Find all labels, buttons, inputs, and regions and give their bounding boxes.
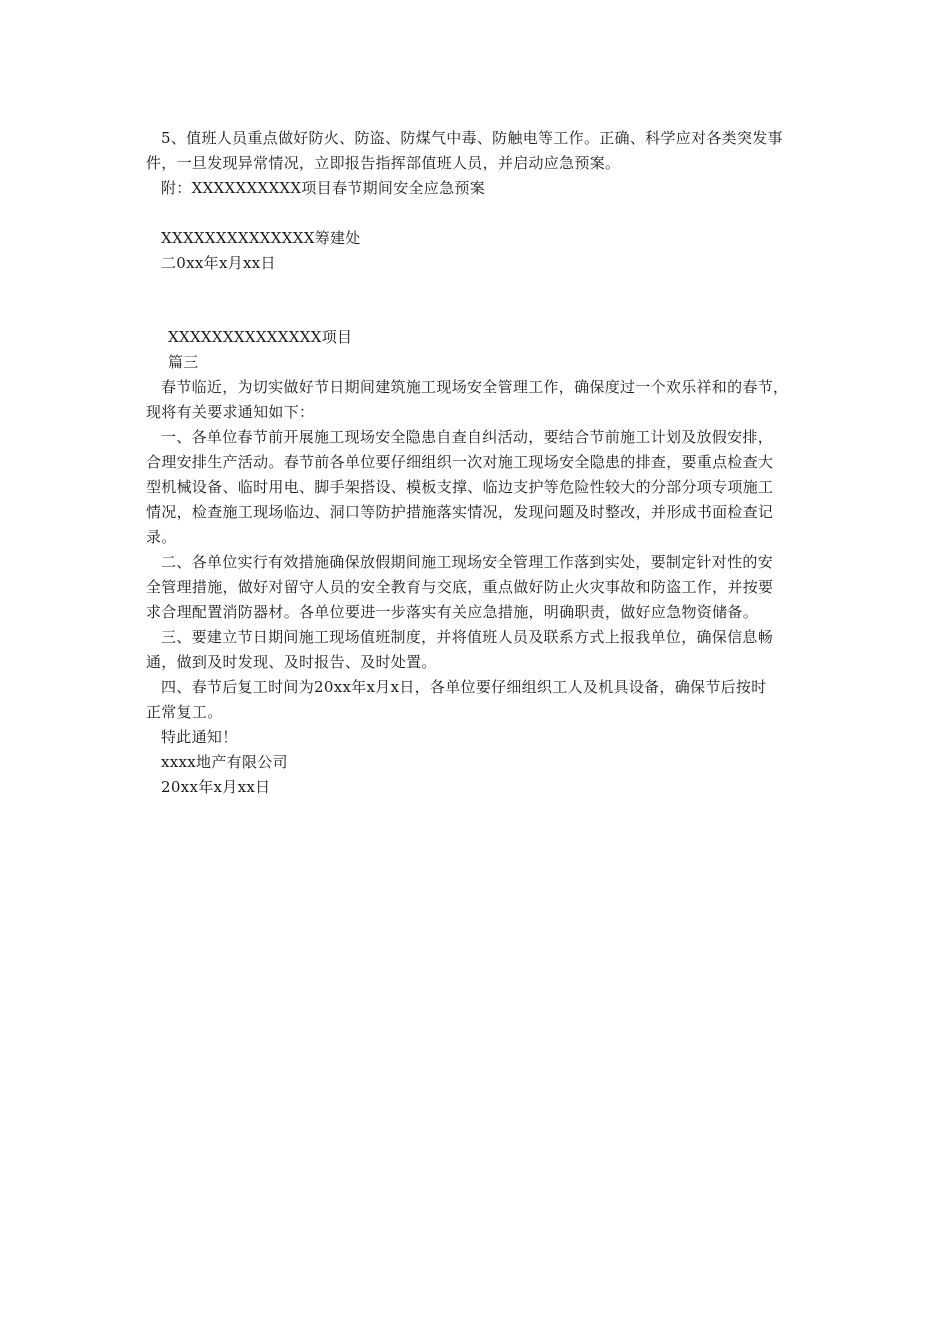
attachment-line: 附：XXXXXXXXXX项目春节期间安全应急预案 bbox=[161, 179, 485, 197]
closing-line: 特此通知！ bbox=[161, 728, 238, 746]
closing-date: 20xx年x月xx日 bbox=[161, 778, 271, 796]
project-heading: XXXXXXXXXXXXXX项目 bbox=[168, 328, 353, 346]
text-line: 二、各单位实行有效措施确保放假期间施工现场安全管理工作落到实处，要制定针对性的安 bbox=[161, 553, 774, 571]
signature-office: XXXXXXXXXXXXXX筹建处 bbox=[161, 229, 361, 247]
text-line: 情况，检查施工现场临边、洞口等防护措施落实情况，发现问题及时整改，并形成书面检查记 bbox=[146, 503, 774, 521]
text-line: 现将有关要求通知如下： bbox=[146, 403, 315, 421]
company-name: xxxx地产有限公司 bbox=[161, 753, 288, 771]
text-line: 求合理配置消防器材。各单位要进一步落实有关应急措施，明确职责，做好应急物资储备。 bbox=[146, 603, 759, 621]
text-line: 正常复工。 bbox=[146, 703, 223, 721]
text-line: 通，做到及时发现、及时报告、及时处置。 bbox=[146, 653, 437, 671]
text-line: 三、要建立节日期间施工现场值班制度，并将值班人员及联系方式上报我单位，确保信息畅 bbox=[161, 628, 774, 646]
text-line: 件，一旦发现异常情况，立即报告指挥部值班人员，并启动应急预案。 bbox=[146, 154, 621, 172]
text-line: 四、春节后复工时间为20xx年x月x日，各单位要仔细组织工人及机具设备，确保节后按时 bbox=[161, 678, 767, 696]
text-line: 春节临近，为切实做好节日期间建筑施工现场安全管理工作，确保度过一个欢乐祥和的春节， bbox=[161, 378, 789, 396]
text-line: 全管理措施，做好对留守人员的安全教育与交底，重点做好防止火灾事故和防盗工作，并按要 bbox=[146, 578, 774, 596]
signature-date: 二0xx年x月xx日 bbox=[161, 254, 276, 272]
section-heading: 篇三 bbox=[168, 353, 199, 371]
text-line: 录。 bbox=[146, 528, 177, 546]
text-line: 型机械设备、临时用电、脚手架搭设、模板支撑、临边支护等危险性较大的分部分项专项施工 bbox=[146, 478, 774, 496]
text-line: 一、各单位春节前开展施工现场安全隐患自查自纠活动，要结合节前施工计划及放假安排， bbox=[161, 428, 774, 446]
text-line: 5、值班人员重点做好防火、防盗、防煤气中毒、防触电等工作。正确、科学应对各类突发事 bbox=[161, 129, 783, 147]
text-line: 合理安排生产活动。春节前各单位要仔细组织一次对施工现场安全隐患的排查，要重点检查大 bbox=[146, 453, 774, 471]
